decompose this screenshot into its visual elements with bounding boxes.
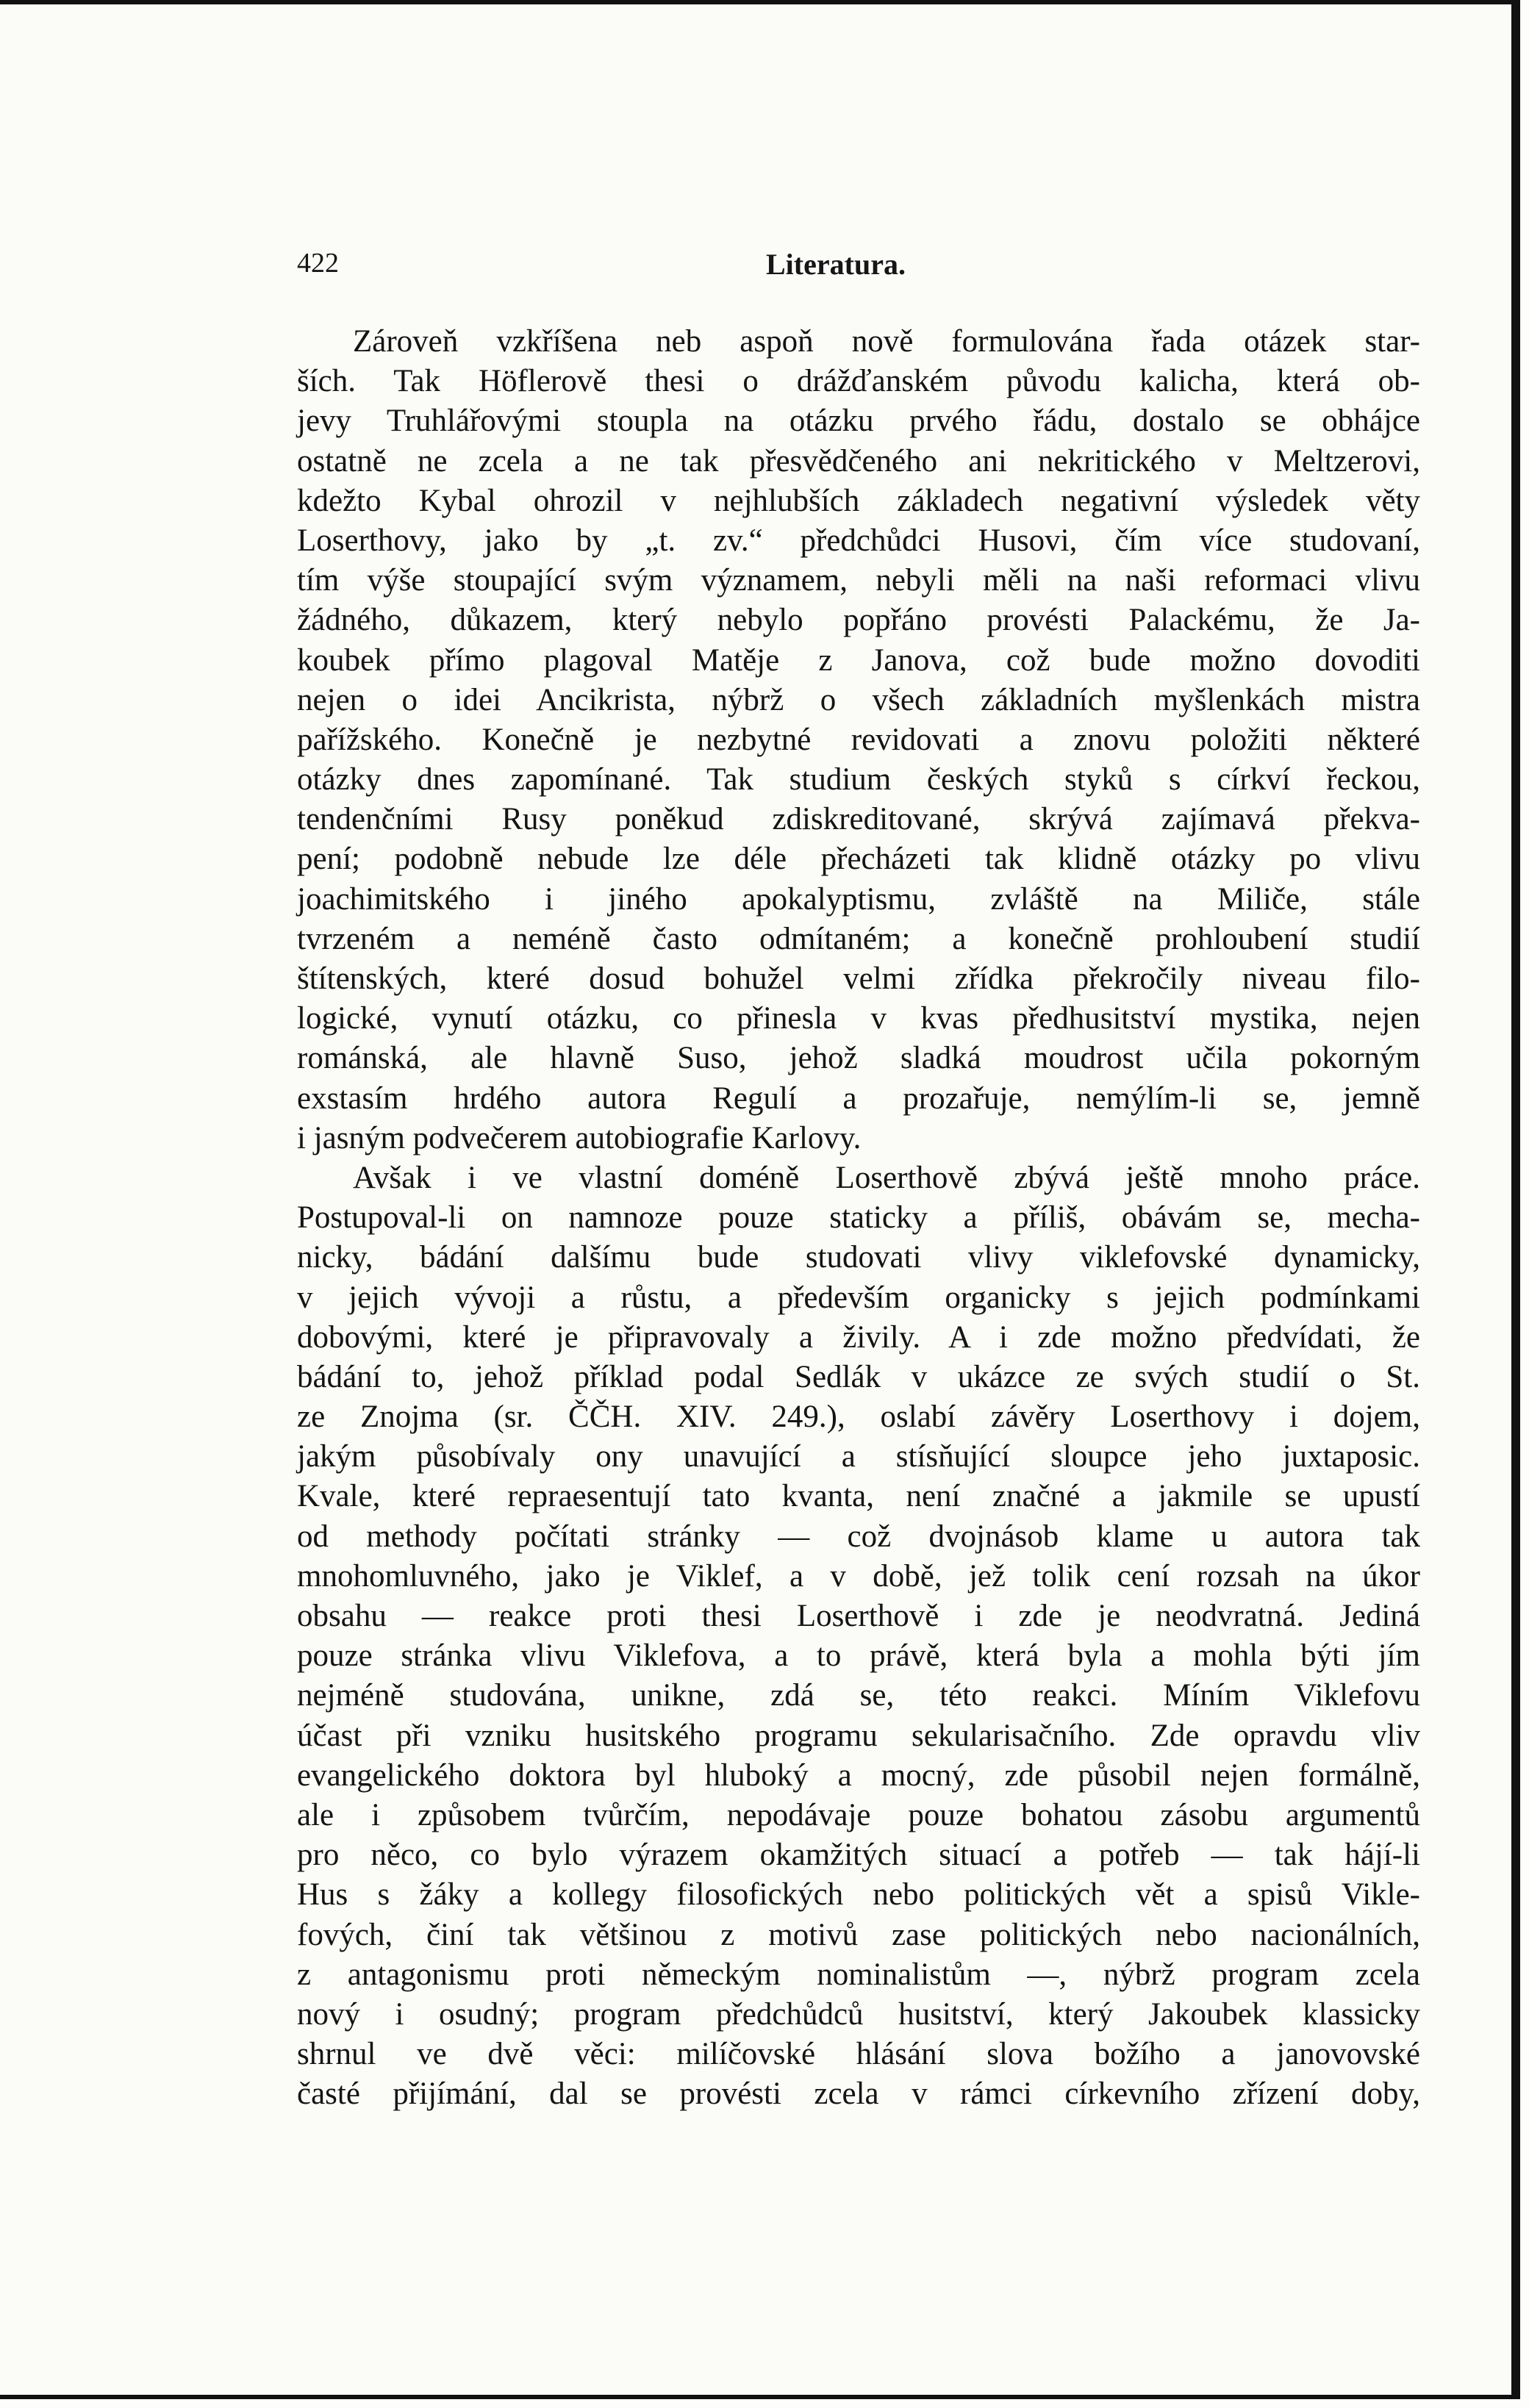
text-line: kdežto Kybal ohrozil v nejhlubších základech negativní výsledek věty <box>297 483 1420 518</box>
text-line: nejméně studována, unikne, zdá se, této reakci. Míním Viklefovu <box>297 1678 1420 1713</box>
text-line: bádání to, jehož příklad podal Sedlák v ukázce ze svých studií o St. <box>297 1359 1420 1394</box>
text-line: Hus s žáky a kollegy filosofických nebo politických vět a spisů Vikle- <box>297 1877 1420 1913</box>
text-line: evangelického doktora byl hluboký a mocný, zde působil nejen formálně, <box>297 1757 1420 1793</box>
text-line: joachimitského i jiného apokalyptismu, zvláště na Miliče, stále <box>297 881 1420 917</box>
text-line: v jejich vývoji a růstu, a především organicky s jejich podmínkami <box>297 1280 1420 1315</box>
text-line: obsahu — reakce proti thesi Loserthově i zde je neodvratná. Jediná <box>297 1599 1420 1633</box>
body-text <box>297 322 1420 2114</box>
text-line: časté přijímání, dal se provésti zcela v rámci církevního zřízení doby, <box>297 2076 1420 2112</box>
text-line: fových, činí tak většinou z motivů zase politických nebo nacionálních, <box>297 1917 1420 1952</box>
text-line: nejen o idei Ancikrista, nýbrž o všech základních myšlenkách mistra <box>297 682 1420 717</box>
text-line: ostatně ne zcela a ne tak přesvědčeného ani nekritického v Meltzerovi, <box>297 443 1420 479</box>
text-line: jakým působívaly ony unavující a stísňující sloupce jeho juxtaposic. <box>297 1439 1420 1474</box>
text-line: tvrzeném a neméně často odmítaném; a konečně prohloubení studií <box>297 921 1420 956</box>
text-line: jevy Truhlářovými stoupla na otázku prvého řádu, dostalo se obhájce <box>297 404 1420 439</box>
text-line: pení; podobně nebude lze déle přecházeti tak klidně otázky po vlivu <box>297 842 1420 877</box>
text-line: Loserthovy, jako by „t. zv.“ předchůdci Husovi, čím více studovaní, <box>297 523 1420 558</box>
text-line: dobovými, které je připravovaly a živily. A i zde možno předvídati, že <box>297 1319 1420 1355</box>
text-line: tendenčními Rusy poněkud zdiskreditované, skrývá zajímavá překva- <box>297 802 1420 837</box>
paragraph <box>297 1158 1420 2115</box>
text-line: z antagonismu proti německým nominalistům —, nýbrž program zcela <box>297 1957 1420 1992</box>
text-line: Avšak i ve vlastní doméně Loserthově zbývá ještě mnoho práce. <box>353 1160 1420 1195</box>
text-line: ale i způsobem tvůrčím, nepodávaje pouze bohatou zásobu argumentů <box>297 1797 1420 1832</box>
text-line: žádného, důkazem, který nebylo popřáno provésti Palackému, že Ja- <box>297 603 1420 638</box>
text-line: románská, ale hlavně Suso, jehož sladká moudrost učila pokorným <box>297 1041 1420 1076</box>
page-number: 422 <box>297 248 339 279</box>
text-line: ších. Tak Höflerově thesi o drážďanském původu kalicha, která ob- <box>297 364 1420 399</box>
text-line: otázky dnes zapomínané. Tak studium českých styků s církví řeckou, <box>297 762 1420 798</box>
text-line: koubek přímo plagoval Matěje z Janova, což bude možno dovoditi <box>297 642 1420 678</box>
text-line: pařížského. Konečně je nezbytné revidovati a znovu položiti některé <box>297 722 1420 757</box>
text-line: štítenských, které dosud bohužel velmi zřídka překročily niveau filo- <box>297 961 1420 996</box>
text-line: nový i osudný; program předchůdců husitství, který Jakoubek klassicky <box>297 1996 1420 2032</box>
text-line: od methody počítati stránky — což dvojnásob klame u autora tak <box>297 1519 1420 1554</box>
text-line: mnohomluvného, jako je Viklef, a v době, jež tolik cení rozsah na úkor <box>297 1558 1420 1594</box>
text-line: i jasným podvečerem autobiografie Karlovy. <box>297 1120 862 1155</box>
text-line: pouze stránka vlivu Viklefova, a to právě, která byla a mohla býti jím <box>297 1638 1420 1674</box>
paragraph <box>297 322 1420 1158</box>
running-title: Literatura. <box>766 248 906 281</box>
text-line: ze Znojma (sr. ČČH. XIV. 249.), oslabí závěry Loserthovy i dojem, <box>297 1400 1420 1435</box>
text-line: pro něco, co bylo výrazem okamžitých situací a potřeb — tak hájí-li <box>297 1838 1420 1873</box>
text-line: nicky, bádání dalšímu bude studovati vlivy viklefovské dynamicky, <box>297 1240 1420 1275</box>
text-line: shrnul ve dvě věci: milíčovské hlásání slova božího a janovovské <box>297 2037 1420 2072</box>
text-line: Postupoval-li on namnoze pouze staticky a příliš, obávám se, mecha- <box>297 1200 1420 1236</box>
text-line: účast při vzniku husitského programu sekularisačního. Zde opravdu vliv <box>297 1718 1420 1753</box>
text-line: Kvale, které repraesentují tato kvanta, není značné a jakmile se upustí <box>297 1479 1420 1514</box>
text-line: exstasím hrdého autora Regulí a prozařuje, nemýlím-li se, jemně <box>297 1081 1420 1116</box>
text-line: Zároveň vzkříšena neb aspoň nově formulována řada otázek star- <box>353 324 1420 359</box>
text-line: tím výše stoupající svým významem, nebyli měli na naši reformaci vlivu <box>297 563 1420 598</box>
running-header <box>297 247 1414 291</box>
text-line: logické, vynutí otázku, co přinesla v kvas předhusitství mystika, nejen <box>297 1001 1420 1036</box>
